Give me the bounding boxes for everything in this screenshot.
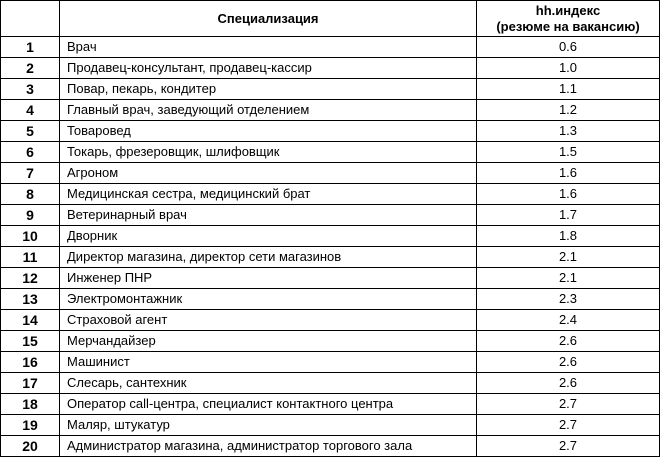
row-index-value: 2.1 [477,268,660,289]
row-number: 12 [1,268,60,289]
row-specialization: Агроном [60,163,477,184]
row-number: 19 [1,415,60,436]
table-row [1,226,660,247]
row-index-value: 1.8 [477,226,660,247]
row-specialization: Врач [60,37,477,58]
row-index-value: 1.5 [477,142,660,163]
row-number: 1 [1,37,60,58]
row-number: 7 [1,163,60,184]
row-index-value: 1.2 [477,100,660,121]
row-index-value: 2.6 [477,373,660,394]
row-number: 18 [1,394,60,415]
header-num [1,1,60,37]
row-index-value: 2.7 [477,394,660,415]
table-row [1,310,660,331]
row-specialization: Оператор call-центра, специалист контактного центра [60,394,477,415]
row-specialization: Продавец-консультант, продавец-кассир [60,58,477,79]
table-row [1,163,660,184]
row-specialization: Ветеринарный врач [60,205,477,226]
row-specialization: Токарь, фрезеровщик, шлифовщик [60,142,477,163]
row-index-value: 1.0 [477,58,660,79]
row-specialization: Маляр, штукатур [60,415,477,436]
table-row [1,205,660,226]
row-specialization: Электромонтажник [60,289,477,310]
table-row [1,79,660,100]
row-specialization: Машинист [60,352,477,373]
row-number: 3 [1,79,60,100]
row-index-value: 1.7 [477,205,660,226]
row-index-value: 0.6 [477,37,660,58]
row-number: 10 [1,226,60,247]
table-body [1,37,660,457]
row-specialization: Медицинская сестра, медицинский брат [60,184,477,205]
row-specialization: Мерчандайзер [60,331,477,352]
table-header-row [1,1,660,37]
row-index-value: 2.1 [477,247,660,268]
row-specialization: Администратор магазина, администратор торгового зала [60,436,477,457]
row-specialization: Слесарь, сантехник [60,373,477,394]
table-row [1,289,660,310]
table-row [1,436,660,457]
table-row [1,142,660,163]
row-index-value: 1.6 [477,184,660,205]
header-index-title: hh.индекс [535,2,601,18]
row-number: 8 [1,184,60,205]
row-number: 2 [1,58,60,79]
row-number: 5 [1,121,60,142]
row-number: 6 [1,142,60,163]
row-specialization: Повар, пекарь, кондитер [60,79,477,100]
row-index-value: 2.6 [477,352,660,373]
row-number: 15 [1,331,60,352]
header-specialization: Специализация [60,1,477,37]
row-number: 17 [1,373,60,394]
header-index-subtitle: (резюме на вакансию) [496,18,640,34]
row-index-value: 2.7 [477,415,660,436]
row-specialization: Дворник [60,226,477,247]
row-number: 14 [1,310,60,331]
row-specialization: Главный врач, заведующий отделением [60,100,477,121]
header-index [477,1,660,37]
table-row [1,352,660,373]
row-number: 13 [1,289,60,310]
table-row [1,58,660,79]
table-row [1,268,660,289]
row-number: 16 [1,352,60,373]
table-row [1,100,660,121]
row-specialization: Товаровед [60,121,477,142]
row-specialization: Инженер ПНР [60,268,477,289]
row-index-value: 2.3 [477,289,660,310]
row-number: 9 [1,205,60,226]
row-specialization: Директор магазина, директор сети магазинов [60,247,477,268]
row-index-value: 1.1 [477,79,660,100]
row-index-value: 1.6 [477,163,660,184]
row-number: 4 [1,100,60,121]
table-row [1,331,660,352]
row-index-value: 2.6 [477,331,660,352]
table-row [1,415,660,436]
table-row [1,121,660,142]
row-number: 20 [1,436,60,457]
row-index-value: 2.4 [477,310,660,331]
row-index-value: 1.3 [477,121,660,142]
row-number: 11 [1,247,60,268]
table-row [1,247,660,268]
row-specialization: Страховой агент [60,310,477,331]
table-row [1,373,660,394]
row-index-value: 2.7 [477,436,660,457]
table-row [1,394,660,415]
table-row [1,37,660,58]
table-row [1,184,660,205]
